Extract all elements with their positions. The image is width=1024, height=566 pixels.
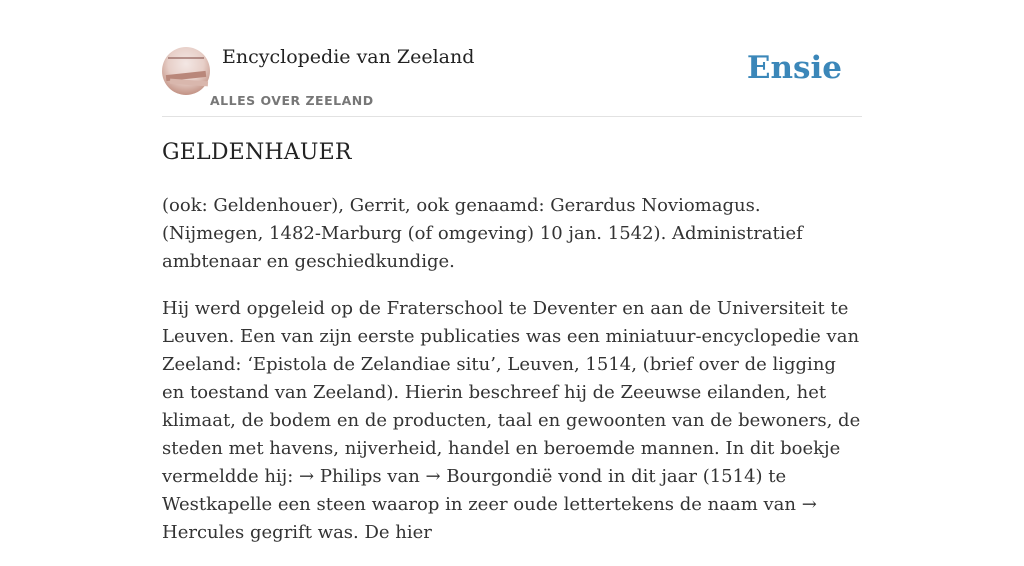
site-header (162, 44, 862, 117)
site-avatar[interactable] (162, 47, 210, 95)
article-title: GELDENHAUER (162, 140, 352, 165)
article-paragraph: Hij werd opgeleid op de Fraterschool te Deventer en aan de Universiteit te Leuven. Een van zijn eerste publicaties was een miniatuur-encyclopedie van Zeeland: ‘Epistola de Zelandiae situ’, Leuven, 1514, (brief over de ligging en toestand van Zeeland). Hierin beschreef hij de Zeeuwse eilanden, het klimaat, de bodem en de producten, taal en gewoonten van de bewoners, de steden met havens, nijverheid, handel en beroemde mannen. In dit boekje vermeldde hij: → Philips van → Bourgondië vond in dit jaar (1514) te Westkapelle een steen waarop in zeer oude lettertekens de naam van → Hercules gegrift was. De hier (162, 298, 861, 543)
avatar-book (170, 79, 208, 87)
article-paragraph: (ook: Geldenhouer), Gerrit, ook genaamd: Gerardus Noviomagus. (Nijmegen, 1482-Marburg (of omgeving) 10 jan. 1542). Administratief ambtenaar en geschiedkundige. (162, 195, 803, 272)
site-title-link[interactable]: Encyclopedie van Zeeland (222, 46, 475, 68)
site-subtitle: ALLES OVER ZEELAND (210, 93, 374, 108)
article-body (162, 192, 862, 566)
avatar-band (168, 57, 204, 59)
brand-logo-link[interactable]: Ensie (746, 50, 842, 86)
